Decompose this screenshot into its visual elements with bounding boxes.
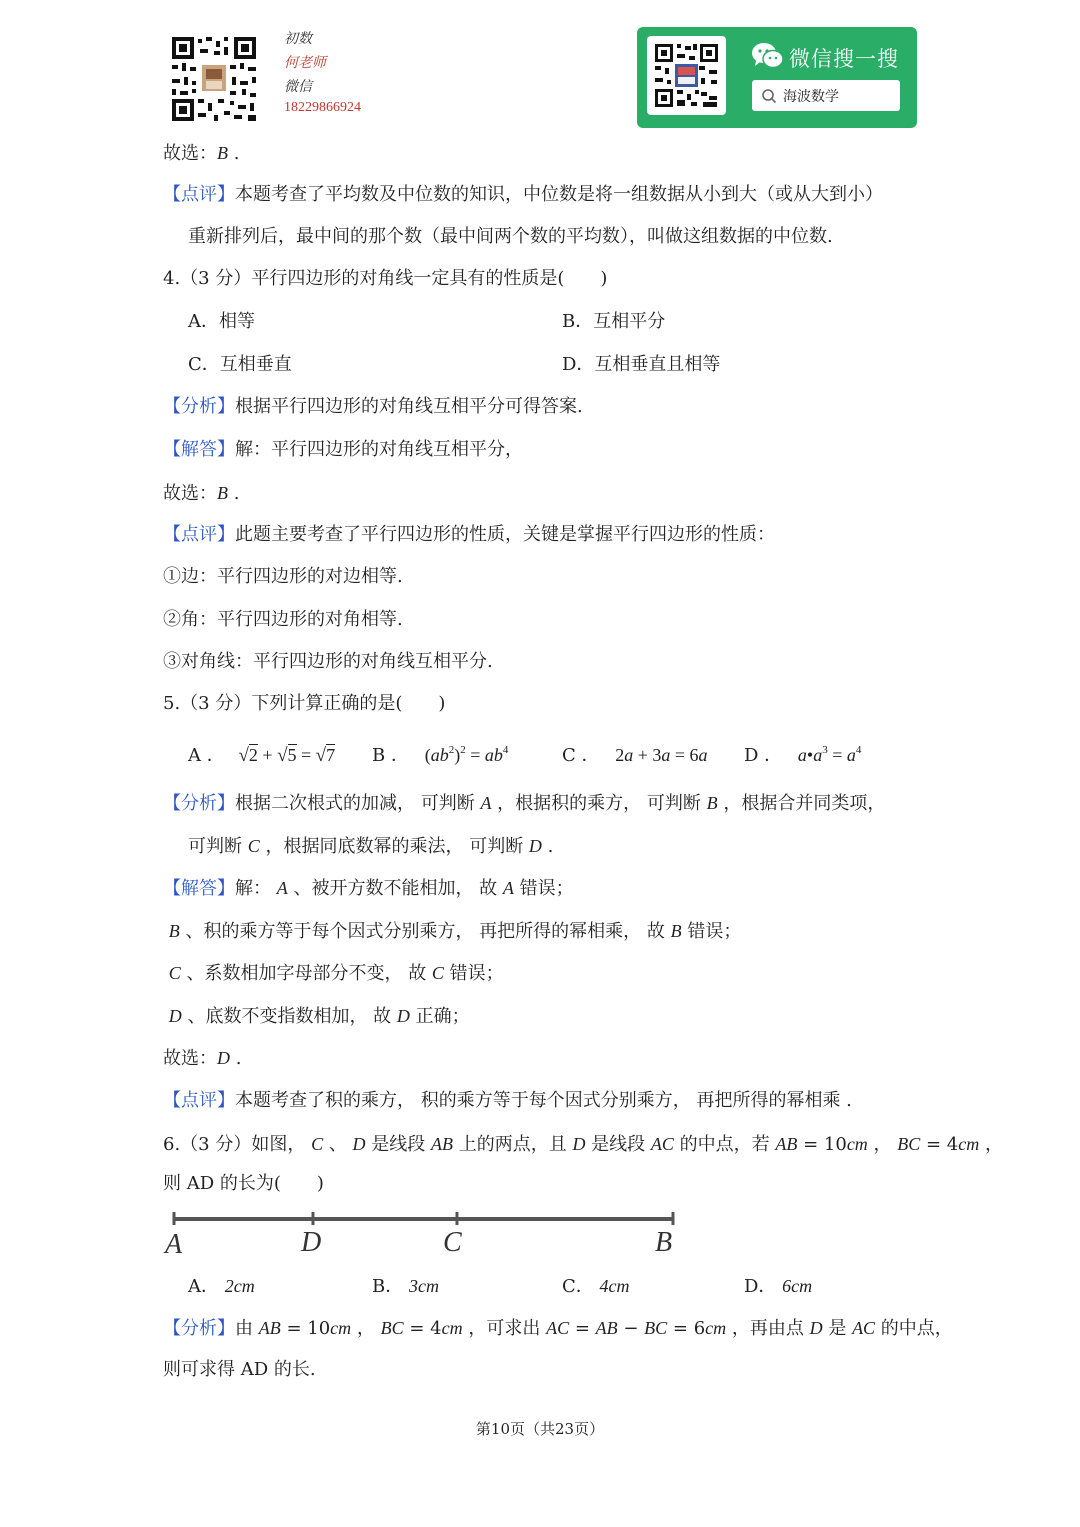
option-value: 6cm	[782, 1276, 813, 1296]
point-label-a: A	[165, 1229, 183, 1260]
q6-option-b[interactable]	[372, 1274, 439, 1299]
q4-option-c[interactable]: C．互相垂直	[188, 354, 292, 375]
q5-option-c[interactable]	[562, 743, 708, 768]
q5-option-b[interactable]	[372, 743, 508, 768]
choose-answer: B	[217, 483, 228, 503]
q5-answer-c: C 、系数相加字母部分不变， 故 C 错误；	[168, 963, 504, 984]
q5-choose: 故选：D .	[163, 1048, 242, 1069]
segment-svg	[165, 1205, 685, 1265]
option-label: D．	[744, 1276, 777, 1297]
line-choose-1: 故选：B .	[163, 143, 240, 164]
qr-pattern	[168, 33, 260, 125]
option-label: A ．	[188, 745, 225, 766]
question-5: 5.（3 分）下列计算正确的是( )	[163, 693, 446, 714]
q4-option-b[interactable]: B．互相平分	[562, 311, 666, 332]
search-icon	[761, 88, 777, 104]
choose-answer: B	[217, 143, 228, 163]
page-footer: 第10页（共23页）	[475, 1420, 605, 1438]
choose-label: 故选：	[163, 143, 217, 164]
q5-analysis: 【分析】根据二次根式的加减， 可判断 A ，根据积的乘方， 可判断 B ，根据合并同类项，	[163, 793, 886, 814]
analysis-tag: 【分析】	[163, 1318, 235, 1339]
q5-answer-b: B 、积的乘方等于每个因式分别乘方， 再把所得的幂相乘， 故 B 错误；	[168, 921, 742, 942]
qr-label-2: 何老师	[284, 55, 326, 71]
q5-option-d[interactable]	[744, 743, 861, 768]
formula-d: $a•a^3 = a^4$	[797, 744, 862, 765]
point-label-d: D	[301, 1227, 322, 1258]
wechat-search-card[interactable]	[637, 27, 917, 128]
option-label: B．	[372, 1276, 404, 1297]
formula-a: √2 + √5 = √7	[238, 745, 336, 766]
q4-point-1: ①边：平行四边形的对边相等.	[163, 566, 403, 587]
qr-label-3: 微信	[284, 79, 312, 95]
answer-text: 解：平行四边形的对角线互相平分，	[235, 439, 523, 460]
choose-answer: D	[217, 1048, 230, 1068]
q4-option-d[interactable]: D．互相垂直且相等	[562, 354, 721, 375]
wechat-logo-icon	[751, 41, 785, 71]
option-value: 4cm	[599, 1276, 630, 1296]
comment-text: 此题主要考查了平行四边形的性质，关键是掌握平行四边形的性质：	[235, 524, 775, 545]
qr-label-1: 初数	[284, 31, 312, 47]
q5-answer-d: D 、底数不变指数相加， 故 D 正确；	[168, 1006, 470, 1027]
analysis-tag: 【分析】	[163, 793, 235, 814]
q6-option-c[interactable]	[562, 1274, 630, 1299]
formula-b: $(ab^2)^2 = ab^4$	[424, 744, 509, 765]
point-label-c: C	[443, 1227, 462, 1258]
answer-tag: 【解答】	[163, 878, 235, 899]
q4-analysis	[163, 395, 583, 419]
comment-tag: 【点评】	[163, 184, 235, 205]
option-label: C ．	[562, 745, 600, 766]
option-label: C．	[562, 1276, 594, 1297]
comment-q3-cont: 重新排列后，最中间的那个数（最中间两个数的平均数），叫做这组数据的中位数.	[188, 226, 833, 247]
q4-option-a[interactable]: A．相等	[188, 311, 255, 332]
comment-tag: 【点评】	[163, 1090, 235, 1111]
q4-choose: 故选：B .	[163, 483, 240, 504]
comment-text: 本题考查了积的乘方， 积的乘方等于每个因式分别乘方， 再把所得的幂相乘 .	[235, 1090, 852, 1111]
point-label-b: B	[655, 1227, 673, 1258]
comment-text: 本题考查了平均数及中位数的知识，中位数是将一组数据从小到大（或从大到小）	[235, 184, 883, 205]
q5-answer: 【解答】解： A 、被开方数不能相加， 故 A 错误；	[163, 878, 574, 899]
wechat-qr-pattern	[647, 36, 726, 115]
q4-point-2: ②角：平行四边形的对角相等.	[163, 609, 403, 630]
choose-label: 故选：	[163, 1048, 217, 1069]
wechat-search-title: 微信搜一搜	[789, 47, 899, 71]
q5-analysis-cont: 可判断 C ，根据同底数幂的乘法， 可判断 D .	[188, 836, 554, 857]
q4-answer	[163, 438, 523, 462]
q6-option-a[interactable]	[188, 1274, 255, 1299]
q4-comment	[163, 523, 775, 547]
q6-analysis-cont: 则可求得 AD 的长.	[163, 1359, 316, 1380]
formula-c: 2a + 3a = 6a	[615, 745, 708, 765]
analysis-tag: 【分析】	[163, 396, 235, 417]
wechat-qr-code	[647, 36, 726, 115]
choose-label: 故选：	[163, 483, 217, 504]
qr-label-4: 18229866924	[284, 100, 361, 115]
q5-comment	[163, 1089, 852, 1113]
analysis-text: 根据平行四边形的对角线互相平分可得答案.	[235, 396, 583, 417]
option-label: A．	[188, 1276, 219, 1297]
q4-point-3: ③对角线：平行四边形的对角线互相平分.	[163, 651, 493, 672]
comment-tag: 【点评】	[163, 524, 235, 545]
q6-option-d[interactable]	[744, 1274, 812, 1299]
comment-q3	[163, 183, 883, 207]
question-6: 6.（3 分）如图， C 、 D 是线段 AB 上的两点，且 D 是线段 AC 的中点，若 AB = 10cm ， BC = 4cm ，	[163, 1134, 1003, 1155]
option-label: D ．	[744, 745, 783, 766]
question-4: 4.（3 分）平行四边形的对角线一定具有的性质是( )	[163, 268, 608, 289]
q6-analysis: 【分析】由 AB = 10cm ， BC = 4cm ，可求出 AC = AB − BC = 6cm ，再由点 D 是 AC 的中点，	[163, 1318, 953, 1339]
option-value: 3cm	[408, 1276, 439, 1296]
option-label: B ．	[372, 745, 409, 766]
segment-figure	[165, 1205, 685, 1265]
question-6-cont: 则 AD 的长为( )	[163, 1173, 324, 1194]
option-value: 2cm	[224, 1276, 255, 1296]
qr-code	[168, 33, 260, 125]
wechat-search-query: 海波数学	[783, 89, 839, 105]
wechat-search-box[interactable]	[752, 80, 900, 111]
answer-tag: 【解答】	[163, 439, 235, 460]
q5-option-a[interactable]	[188, 743, 335, 768]
